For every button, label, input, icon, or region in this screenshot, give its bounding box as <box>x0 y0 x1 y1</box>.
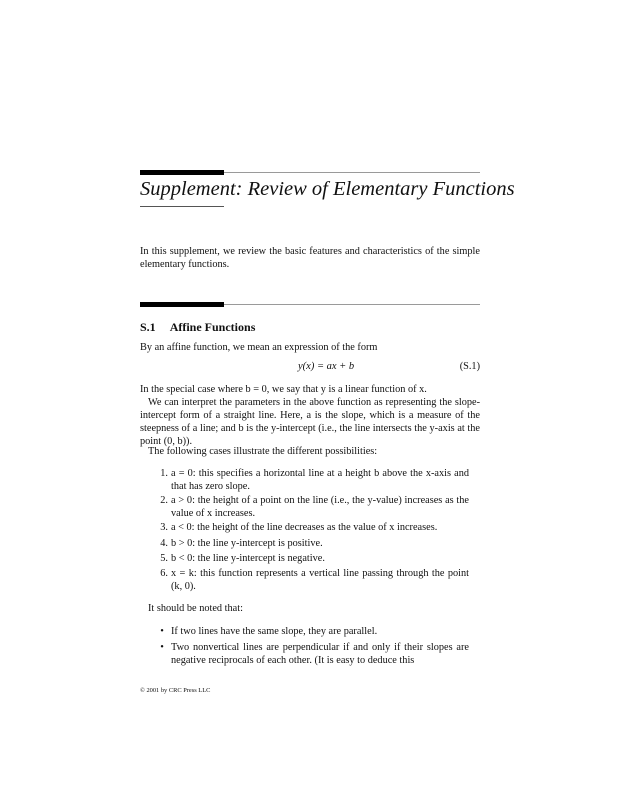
section-thick-bar <box>140 302 224 307</box>
section-heading <box>140 320 255 335</box>
section-thin-rule <box>224 304 480 305</box>
list-item-number: 3. <box>160 522 168 533</box>
equation: y(x) = ax + b <box>298 361 355 372</box>
list-item-number: 4. <box>160 538 168 549</box>
special-case-paragraph: In the special case where b = 0, we say that y is a linear function of x. <box>140 384 427 395</box>
list-item-text: a < 0: the height of the line decreases as the value of x increases. <box>171 522 438 533</box>
list-item-text: If two lines have the same slope, they are parallel. <box>171 626 378 637</box>
list-item-text: b > 0: the line y-intercept is positive. <box>171 538 323 549</box>
cases-intro-paragraph: The following cases illustrate the different possibilities: <box>148 446 378 457</box>
section-number: S.1 <box>140 320 156 334</box>
title-underline <box>140 206 224 207</box>
noted-intro-paragraph: It should be noted that: <box>148 603 243 614</box>
chapter-title: Supplement: Review of Elementary Functions <box>140 178 515 200</box>
copyright-footer: © 2001 by CRC Press LLC <box>140 687 211 694</box>
list-item-text: b < 0: the line y-intercept is negative. <box>171 553 325 564</box>
definition-paragraph: By an affine function, we mean an expression of the form <box>140 342 378 353</box>
top-thick-bar <box>140 170 224 175</box>
list-item-number: 2. <box>160 495 168 506</box>
bullet-icon: • <box>160 642 164 653</box>
list-item-text: a > 0: the height of a point on the line (i.e., the y-value) increases as the value of x increases. <box>171 495 469 519</box>
list-item-text: a = 0: this specifies a horizontal line at a height b above the x-axis and that has zero slope. <box>171 468 469 492</box>
intro-paragraph: In this supplement, we review the basic features and characteristics of the simple elementary functions. <box>140 246 480 270</box>
top-thin-rule <box>224 172 480 173</box>
interpretation-paragraph: We can interpret the parameters in the above function as representing the slope-intercept form of a straight line. Here, a is the slope, which is a measure of the steepness of a line; and b is the y-intercept (i.e., the line intersects the y-axis at the point (0, b)). <box>140 397 480 447</box>
list-item-text: Two nonvertical lines are perpendicular if and only if their slopes are negative reciprocals of each other. (It is easy to deduce this <box>171 642 469 666</box>
list-item-number: 1. <box>160 468 168 479</box>
list-item-number: 6. <box>160 568 168 579</box>
equation-number: (S.1) <box>459 361 480 372</box>
section-title: Affine Functions <box>169 320 256 334</box>
bullet-icon: • <box>160 626 164 637</box>
list-item-text: x = k: this function represents a vertical line passing through the point (k, 0). <box>171 568 469 592</box>
list-item-number: 5. <box>160 553 168 564</box>
